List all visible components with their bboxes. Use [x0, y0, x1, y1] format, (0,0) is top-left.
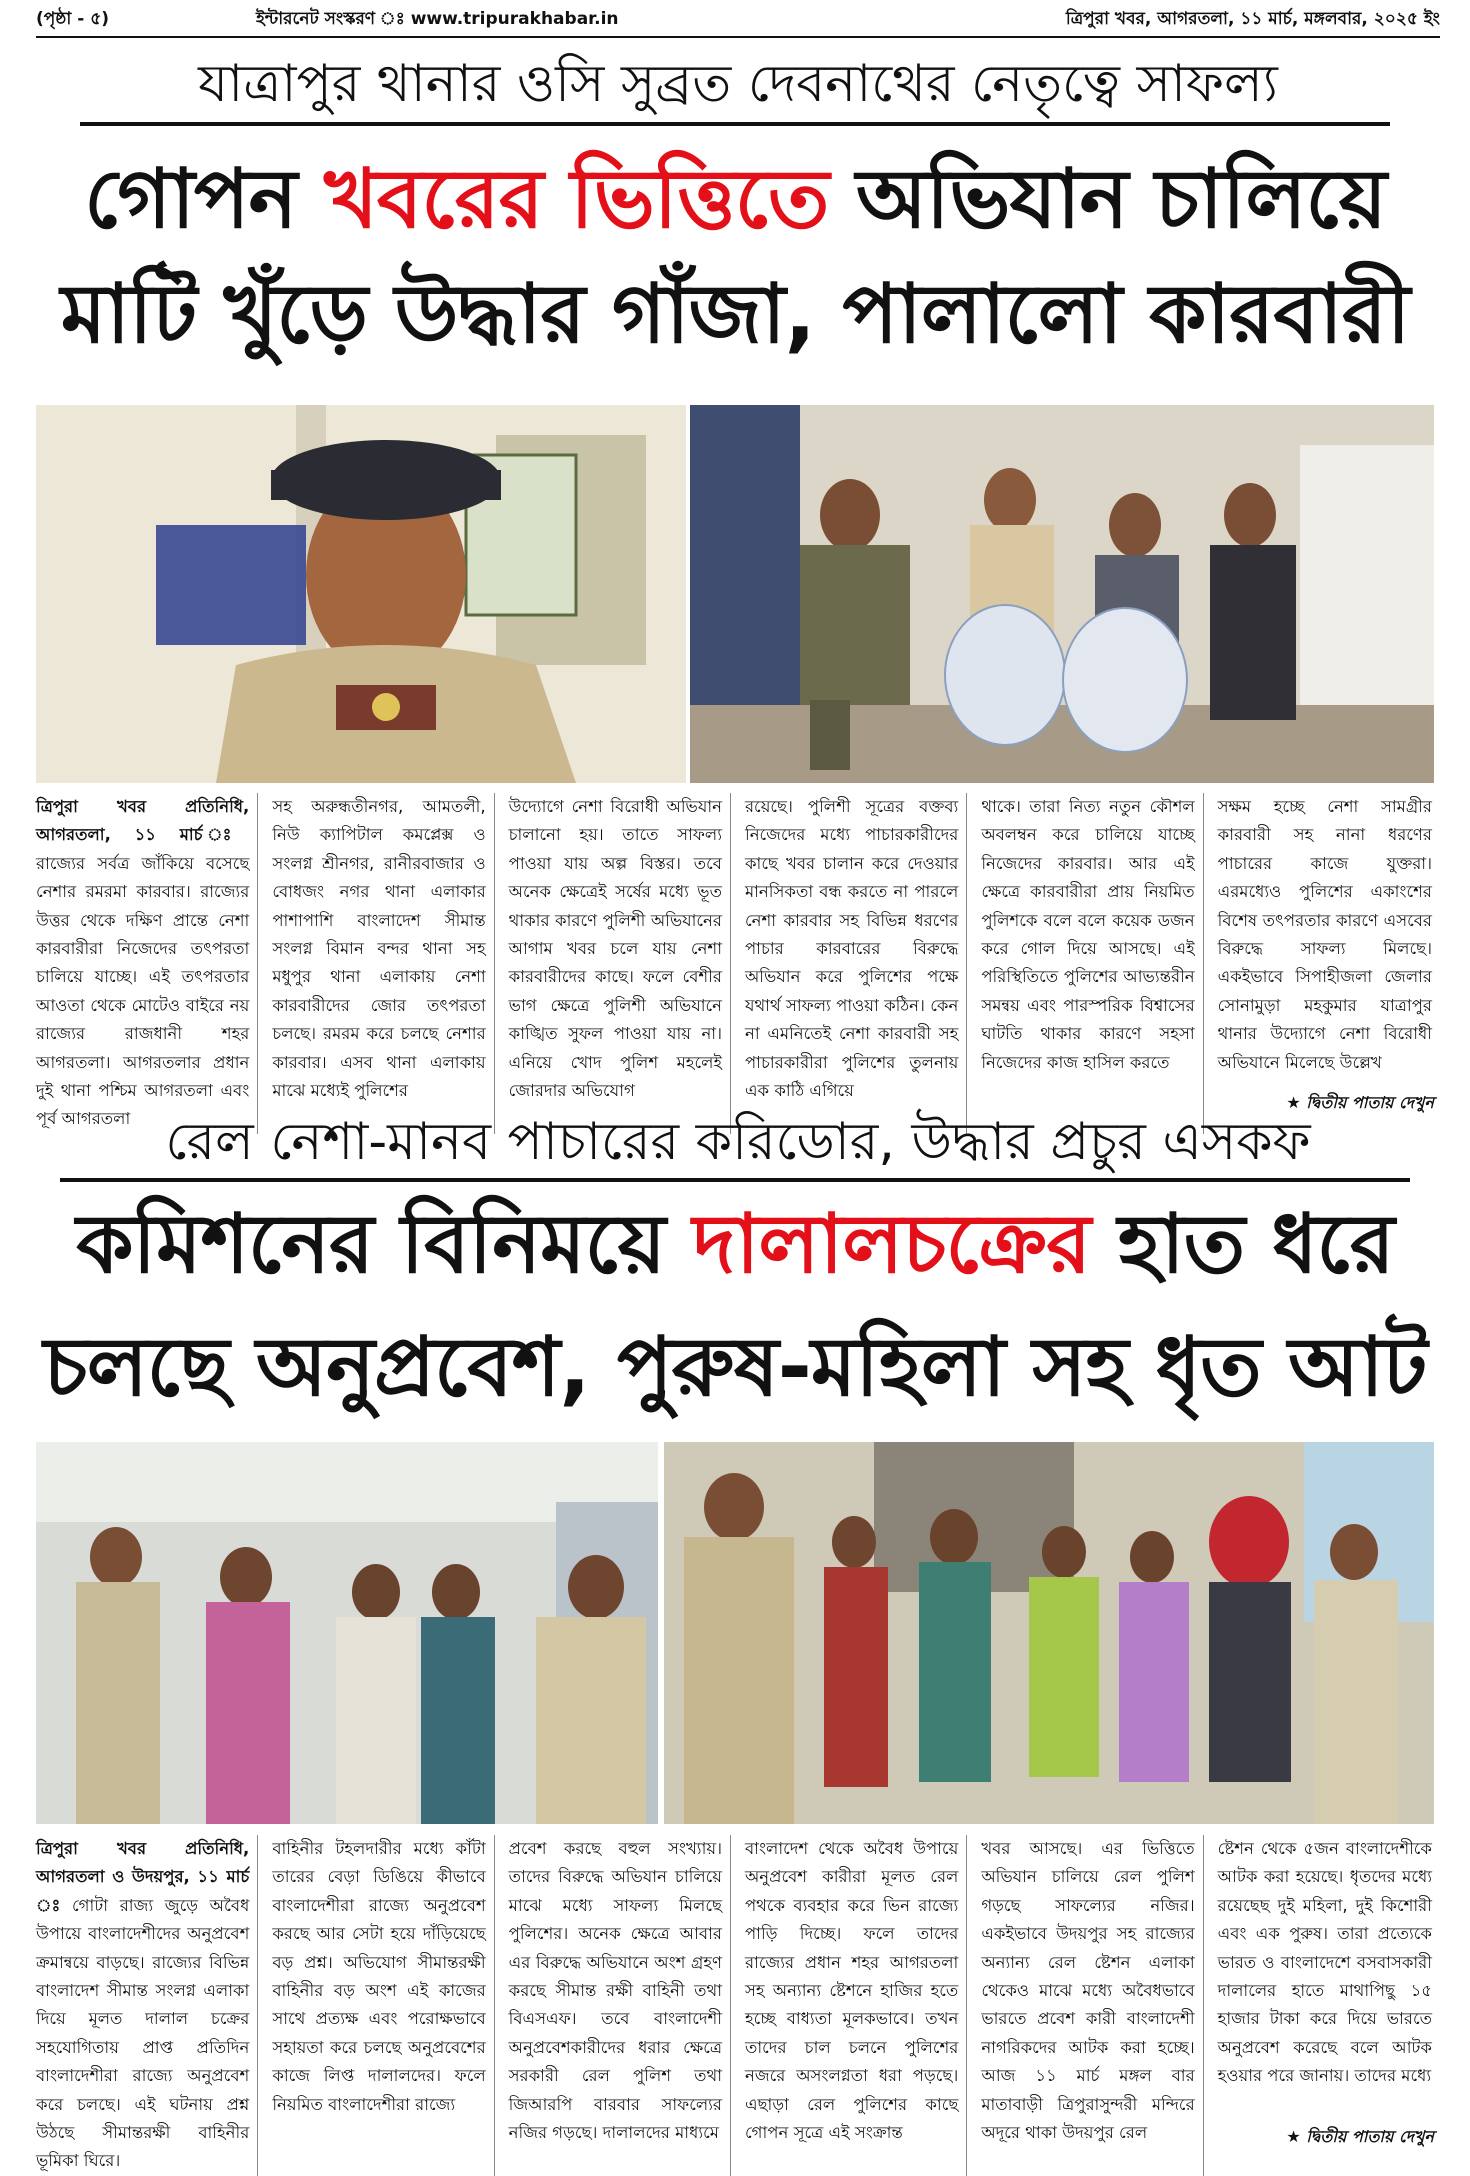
story1-byline: ত্রিপুরা খবর প্রতিনিধি, আগরতলা, ১১ মার্চ ঃ [36, 797, 250, 845]
story1-col-2: সহ অরুন্ধতীনগর, আমতলী, নিউ ক্যাপিটাল কমপ্লেক্স ও সংলগ্ন শ্রীনগর, রানীরবাজার ও বোধজং নগর থানা এলাকার পাশাপাশি বাংলাদেশ সীমান্ত সংলগ্ন বিমান বন্দর থানা সহ মধুপুর থানা এলাকায় নেশা কারবারীদের জোর তৎপরতা চলছে। রমরম করে চলছে নেশার কারবার। এসব থানা এলাকায় মাঝে মধ্যেই পুলিশের [272, 793, 494, 1134]
story2-col-5: খবর আসছে। এর ভিত্তিতে অভিযান চালিয়ে রেল পুলিশ গড়ছে সাফল্যের নজির। একইভাবে উদয়পুর সহ রাজ্যের অন্যান্য রেল ষ্টেশন এলাকা থেকেও মাঝে মধ্যে অবৈধভাবে ভারতে প্রবেশ কারী বাংলাদেশী নাগরিকদের আটক করা হচ্ছে। আজ ১১ মার্চ মঙ্গল বার মাতাবাড়ী ত্রিপুরাসুন্দরী মন্দিরে অদূরে থাকা উদয়পুর রেল [981, 1835, 1203, 2176]
page-label: (পৃষ্ঠা - ৫) [36, 9, 110, 29]
story1-col-5: থাকে। তারা নিত্য নতুন কৌশল অবলম্বন করে চালিয়ে যাচ্ছে নিজেদের কারবার। আর এই ক্ষেত্রে কারবারীরা প্রায় নিয়মিত পুলিশকে বলে বলে কয়েক ডজন করে গোল দিয়ে আসছে। এই পরিস্থিতিতে পুলিশের আভ্যন্তরীন সমন্বয় এবং পারস্পরিক বিশ্বাসের ঘাটতি থাকার কারণে সহসা নিজেদের কাজ হাসিল করতে [981, 793, 1203, 1134]
story2-col-1: ত্রিপুরা খবর প্রতিনিধি, আগরতলা ও উদয়পুর, ১১ মার্চ ঃ গোটা রাজ্য জুড়ে অবৈধ উপায়ে বাংলাদেশীদের অনুপ্রবেশ ক্রমান্বয়ে বাড়ছে। রাজ্যের বিভিন্ন বাংলাদেশ সীমান্ত সংলগ্ন এলাকা দিয়ে মূলত দালাল চক্রের সহযোগিতায় প্রাপ্ত প্রতিদিন বাংলাদেশীরা রাজ্যে অনুপ্রবেশ করে চলছে। এই ঘটনায় প্রশ্ন উঠছে সীমান্তরক্ষী বাহিনীর ভূমিকা ঘিরে। [36, 1835, 258, 2176]
story2-headline-line1: কমিশনের বিনিময়ে দালালচক্রের হাত ধরে [76, 1197, 1394, 1292]
masthead-bar [36, 8, 1440, 32]
arrested-women-photo [664, 1442, 1434, 1824]
story2-continued[interactable]: ★ দ্বিতীয় পাতায় দেখুন [1286, 2127, 1434, 2146]
story2-col-6: ষ্টেশন থেকে ৫জন বাংলাদেশীকে আটক করা হয়েছে। ধৃতদের মধ্যে রয়েছেছ দুই মহিলা, দুই কিশোরী এবং এক পুরুষ। তারা প্রত্যেকে ভারত ও বাংলাদেশে বসবাসকারী দালালের হাতে মাথাপিছু ১৫ হাজার টাকা করে দিয়ে ভারতে অনুপ্রবেশ করেছে বলে আটক হওয়ার পরে জানায়। তাদের মধ্যে [1217, 1839, 1432, 2086]
headline-highlight: খবরের ভিত্তিতে [324, 152, 829, 247]
arrested-men-photo [36, 1442, 658, 1824]
story2-headline-line2: চলছে অনুপ্রবেশ, পুরুষ-মহিলা সহ ধৃত আট [43, 1320, 1427, 1415]
story1-headline-line1: গোপন খবরের ভিত্তিতে অভিযান চালিয়ে [84, 152, 1386, 247]
story2-kicker: রেল নেশা-মানব পাচারের করিডোর, উদ্ধার প্রচুর এসকফ [165, 1112, 1311, 1172]
story2-col-4: বাংলাদেশ থেকে অবৈধ উপায়ে অনুপ্রবেশ কারীরা মূলত রেল পথকে ব্যবহার করে ভিন রাজ্যে পাড়ি দিচ্ছে। ফলে তাদের রাজ্যের প্রধান শহর আগরতলা সহ অন্যান্য ষ্টেশনে হাজির হতে হচ্ছে বাধ্যতা মূলকভাবে। তখন তাদের চাল চলনে পুলিশের নজরে অসংলগ্নতা ধরা পড়ছে। এছাড়া রেল পুলিশের কাছে গোপন সূত্রে এই সংক্রান্ত [745, 1835, 967, 2176]
top-rule [36, 36, 1440, 38]
kicker-underline [80, 122, 1390, 126]
story2-col-3: প্রবেশ করছে বহুল সংখ্যায়। তাদের বিরুদ্ধে অভিযান চালিয়ে মাঝে মধ্যে সাফল্য মিলছে পুলিশের। অনেক ক্ষেত্রে আবার এর বিরুদ্ধে অভিযানে অংশ গ্রহণ করছে সীমান্ত রক্ষী বাহিনী তথা বিএসএফ। তবে বাংলাদেশী অনুপ্রবেশকারীদের ধরার ক্ষেত্রে সরকারী রেল পুলিশ তথা জিআরপি বারবার সাফল্যের নজির গড়ছে। দালালদের মাধ্যমে [509, 1835, 731, 2176]
kicker-underline-2 [60, 1178, 1410, 1182]
story1-headline-line2: মাটি খুঁড়ে উদ্ধার গাঁজা, পালালো কারবারী [60, 267, 1410, 362]
story1-col-1: ত্রিপুরা খবর প্রতিনিধি, আগরতলা, ১১ মার্চ ঃ রাজ্যের সর্বত্র জাঁকিয়ে বসেছে নেশার রমরমা কারবার। রাজ্যের উত্তর থেকে দক্ষিণ প্রান্তে নেশা কারবারীরা নিজেদের তৎপরতা চালিয়ে যাচ্ছে। এই তৎপরতার আওতা থেকে মোটেও বাইরে নয় রাজ্যের রাজধানী শহর আগরতলা। আগরতলার প্রধান দুই থানা পশ্চিম আগরতলা এবং পূর্ব আগরতলা [36, 793, 258, 1134]
story1-kicker: যাত্রাপুর থানার ওসি সুব্রত দেবনাথের নেতৃত্বে সাফল্য [198, 54, 1278, 114]
edition-url[interactable]: ইন্টারনেট সংস্করণ ঃ www.tripurakhabar.in [256, 9, 619, 29]
seizure-group-photo [690, 405, 1434, 783]
dateline: ত্রিপুরা খবর, আগরতলা, ১১ মার্চ, মঙ্গলবার, ২০২৫ ইং [1065, 9, 1440, 29]
story1-continued[interactable]: ★ দ্বিতীয় পাতায় দেখুন [1286, 1093, 1434, 1112]
story1-col-6: সক্ষম হচ্ছে নেশা সামগ্রীর কারবারী সহ নানা ধরণের পাচারের কাজে যুক্তরা। এরমধ্যেও পুলিশের একাংশের বিশেষ তৎপরতার কারণে এসবের বিরুদ্ধে সাফল্য মিলছে। একইভাবে সিপাহীজলা জেলার সোনামুড়া মহকুমার যাত্রাপুর থানার উদ্যোগে নেশা বিরোধী অভিযানে মিলেছে উল্লেখ [1217, 797, 1432, 1072]
story1-col-4: রয়েছে। পুলিশী সূত্রের বক্তব্য নিজেদের মধ্যে পাচারকারীদের কাছে খবর চালান করে দেওয়ার মানসিকতা বন্ধ করতে না পারলে নেশা কারবার সহ বিভিন্ন ধরণের পাচার কারবারের বিরুদ্ধে অভিযান করে পুলিশের পক্ষে যথার্থ সাফল্য পাওয়া কঠিন। কেন না এমনিতেই নেশা কারবারী সহ পাচারকারীরা পুলিশের তুলনায় এক কাঠি এগিয়ে [745, 793, 967, 1134]
headline-highlight-2: দালালচক্রের [692, 1197, 1091, 1292]
story2-col-2: বাহিনীর টহলদারীর মধ্যে কাঁটা তারের বেড়া ডিঙিয়ে কীভাবে বাংলাদেশীরা রাজ্যে অনুপ্রবেশ করছে আর সেটা হয়ে দাঁড়িয়েছে বড় প্রশ্ন। অভিযোগ সীমান্তরক্ষী বাহিনীর বড় অংশ এই কাজের সাথে প্রত্যক্ষ এবং পরোক্ষভাবে সহায়তা করে চলছে অনুপ্রবেশের কাজে লিপ্ত দালালদের। ফলে নিয়মিত বাংলাদেশীরা রাজ্যে [272, 1835, 494, 2176]
officer-photo [36, 405, 686, 783]
story1-col-3: উদ্যোগে নেশা বিরোধী অভিযান চালানো হয়। তাতে সাফল্য পাওয়া যায় অল্প বিস্তর। তবে অনেক ক্ষেত্রেই সর্ষের মধ্যে ভূত থাকার কারণে পুলিশী অভিযানের আগাম খবর চলে যায় নেশা কারবারীদের কাছে। ফলে বেশীর ভাগ ক্ষেত্রে পুলিশী অভিযানে কাঙ্খিত সুফল পাওয়া যায় না। এনিয়ে খোদ পুলিশ মহলেই জোরদার অভিযোগ [509, 793, 731, 1134]
story2-byline: ত্রিপুরা খবর প্রতিনিধি, আগরতলা ও উদয়পুর, ১১ মার্চ ঃ [36, 1839, 250, 1915]
